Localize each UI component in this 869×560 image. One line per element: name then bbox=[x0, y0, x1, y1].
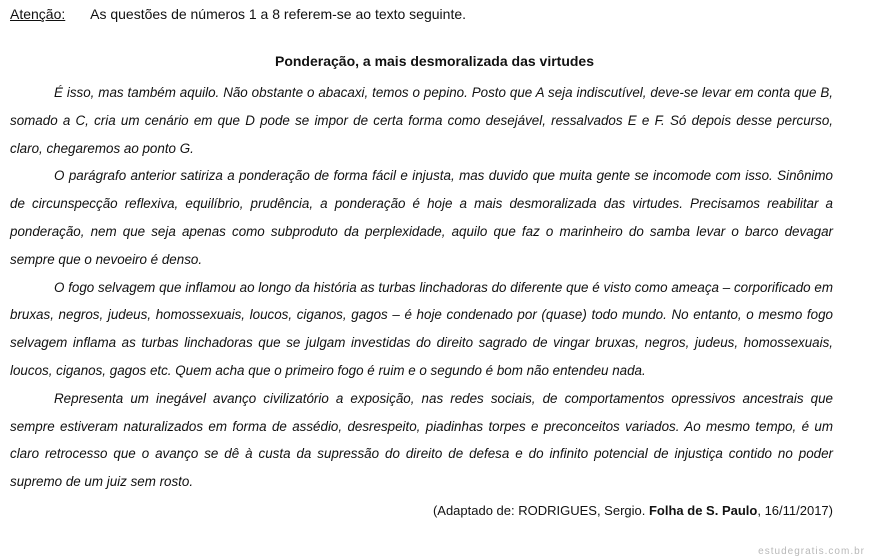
source-prefix: (Adaptado de: RODRIGUES, Sergio. bbox=[432, 503, 649, 518]
article-title: Ponderação, a mais desmoralizada das virtudes bbox=[274, 53, 595, 69]
attention-text: As questões de números 1 a 8 referem-se ao texto seguinte. bbox=[90, 6, 467, 22]
paragraph-1: É isso, mas também aquilo. Não obstante o abacaxi, temos o pepino. Posto que A seja indiscutível, deve-se levar em conta que B, somado a C, cria um cenário em que D pode se impor de certa forma como desejável, ressalvados E e F. Só depois desse percurso, claro, chegaremos ao ponto G. bbox=[10, 85, 833, 156]
attention-label: Atenção: bbox=[10, 6, 66, 22]
paragraph-2: O parágrafo anterior satiriza a ponderação de forma fácil e injusta, mas duvido que muita gente se incomode com isso. Sinônimo de circunspecção reflexiva, equilíbrio, prudência, a ponderação é hoje a mais desmoralizada das virtudes. Precisamos reabilitar a ponderação, nem que seja apenas como subproduto da perplexidade, aquilo que faz o marinheiro do samba levar o barco devagar sempre que o nevoeiro é denso. bbox=[10, 168, 833, 267]
source-citation bbox=[433, 502, 833, 520]
attention-notice bbox=[10, 5, 466, 23]
article-body bbox=[10, 79, 833, 496]
source-suffix: , 16/11/2017) bbox=[757, 503, 833, 518]
site-watermark: estudegratis.com.br bbox=[758, 546, 865, 557]
source-publication: Folha de S. Paulo bbox=[648, 503, 758, 518]
paragraph-3: O fogo selvagem que inflamou ao longo da história as turbas linchadoras do diferente que é visto como ameaça – corporificado em bruxas, negros, judeus, homossexuais, loucos, ciganos, gagos – é hoje condenado por (quase) todo mundo. No entanto, o mesmo fogo selvagem inflama as turbas linchadoras que se julgam investidas do direito sagrado de vingar bruxas, negros, judeus, homossexuais, loucos, ciganos, gagos etc. Quem acha que o primeiro fogo é ruim e o segundo é bom não entendeu nada. bbox=[10, 279, 833, 378]
paragraph-4: Representa um inegável avanço civilizatório a exposição, nas redes sociais, de comportamentos opressivos ancestrais que sempre estiveram naturalizados em forma de assédio, desrespeito, piadinhas torpes e preconceitos variados. Ao mesmo tempo, é um claro retrocesso que o avanço se dê à custa da supressão do direito de defesa e do infinito potencial de injustiça contido no poder supremo de um juiz sem rosto. bbox=[10, 390, 833, 490]
